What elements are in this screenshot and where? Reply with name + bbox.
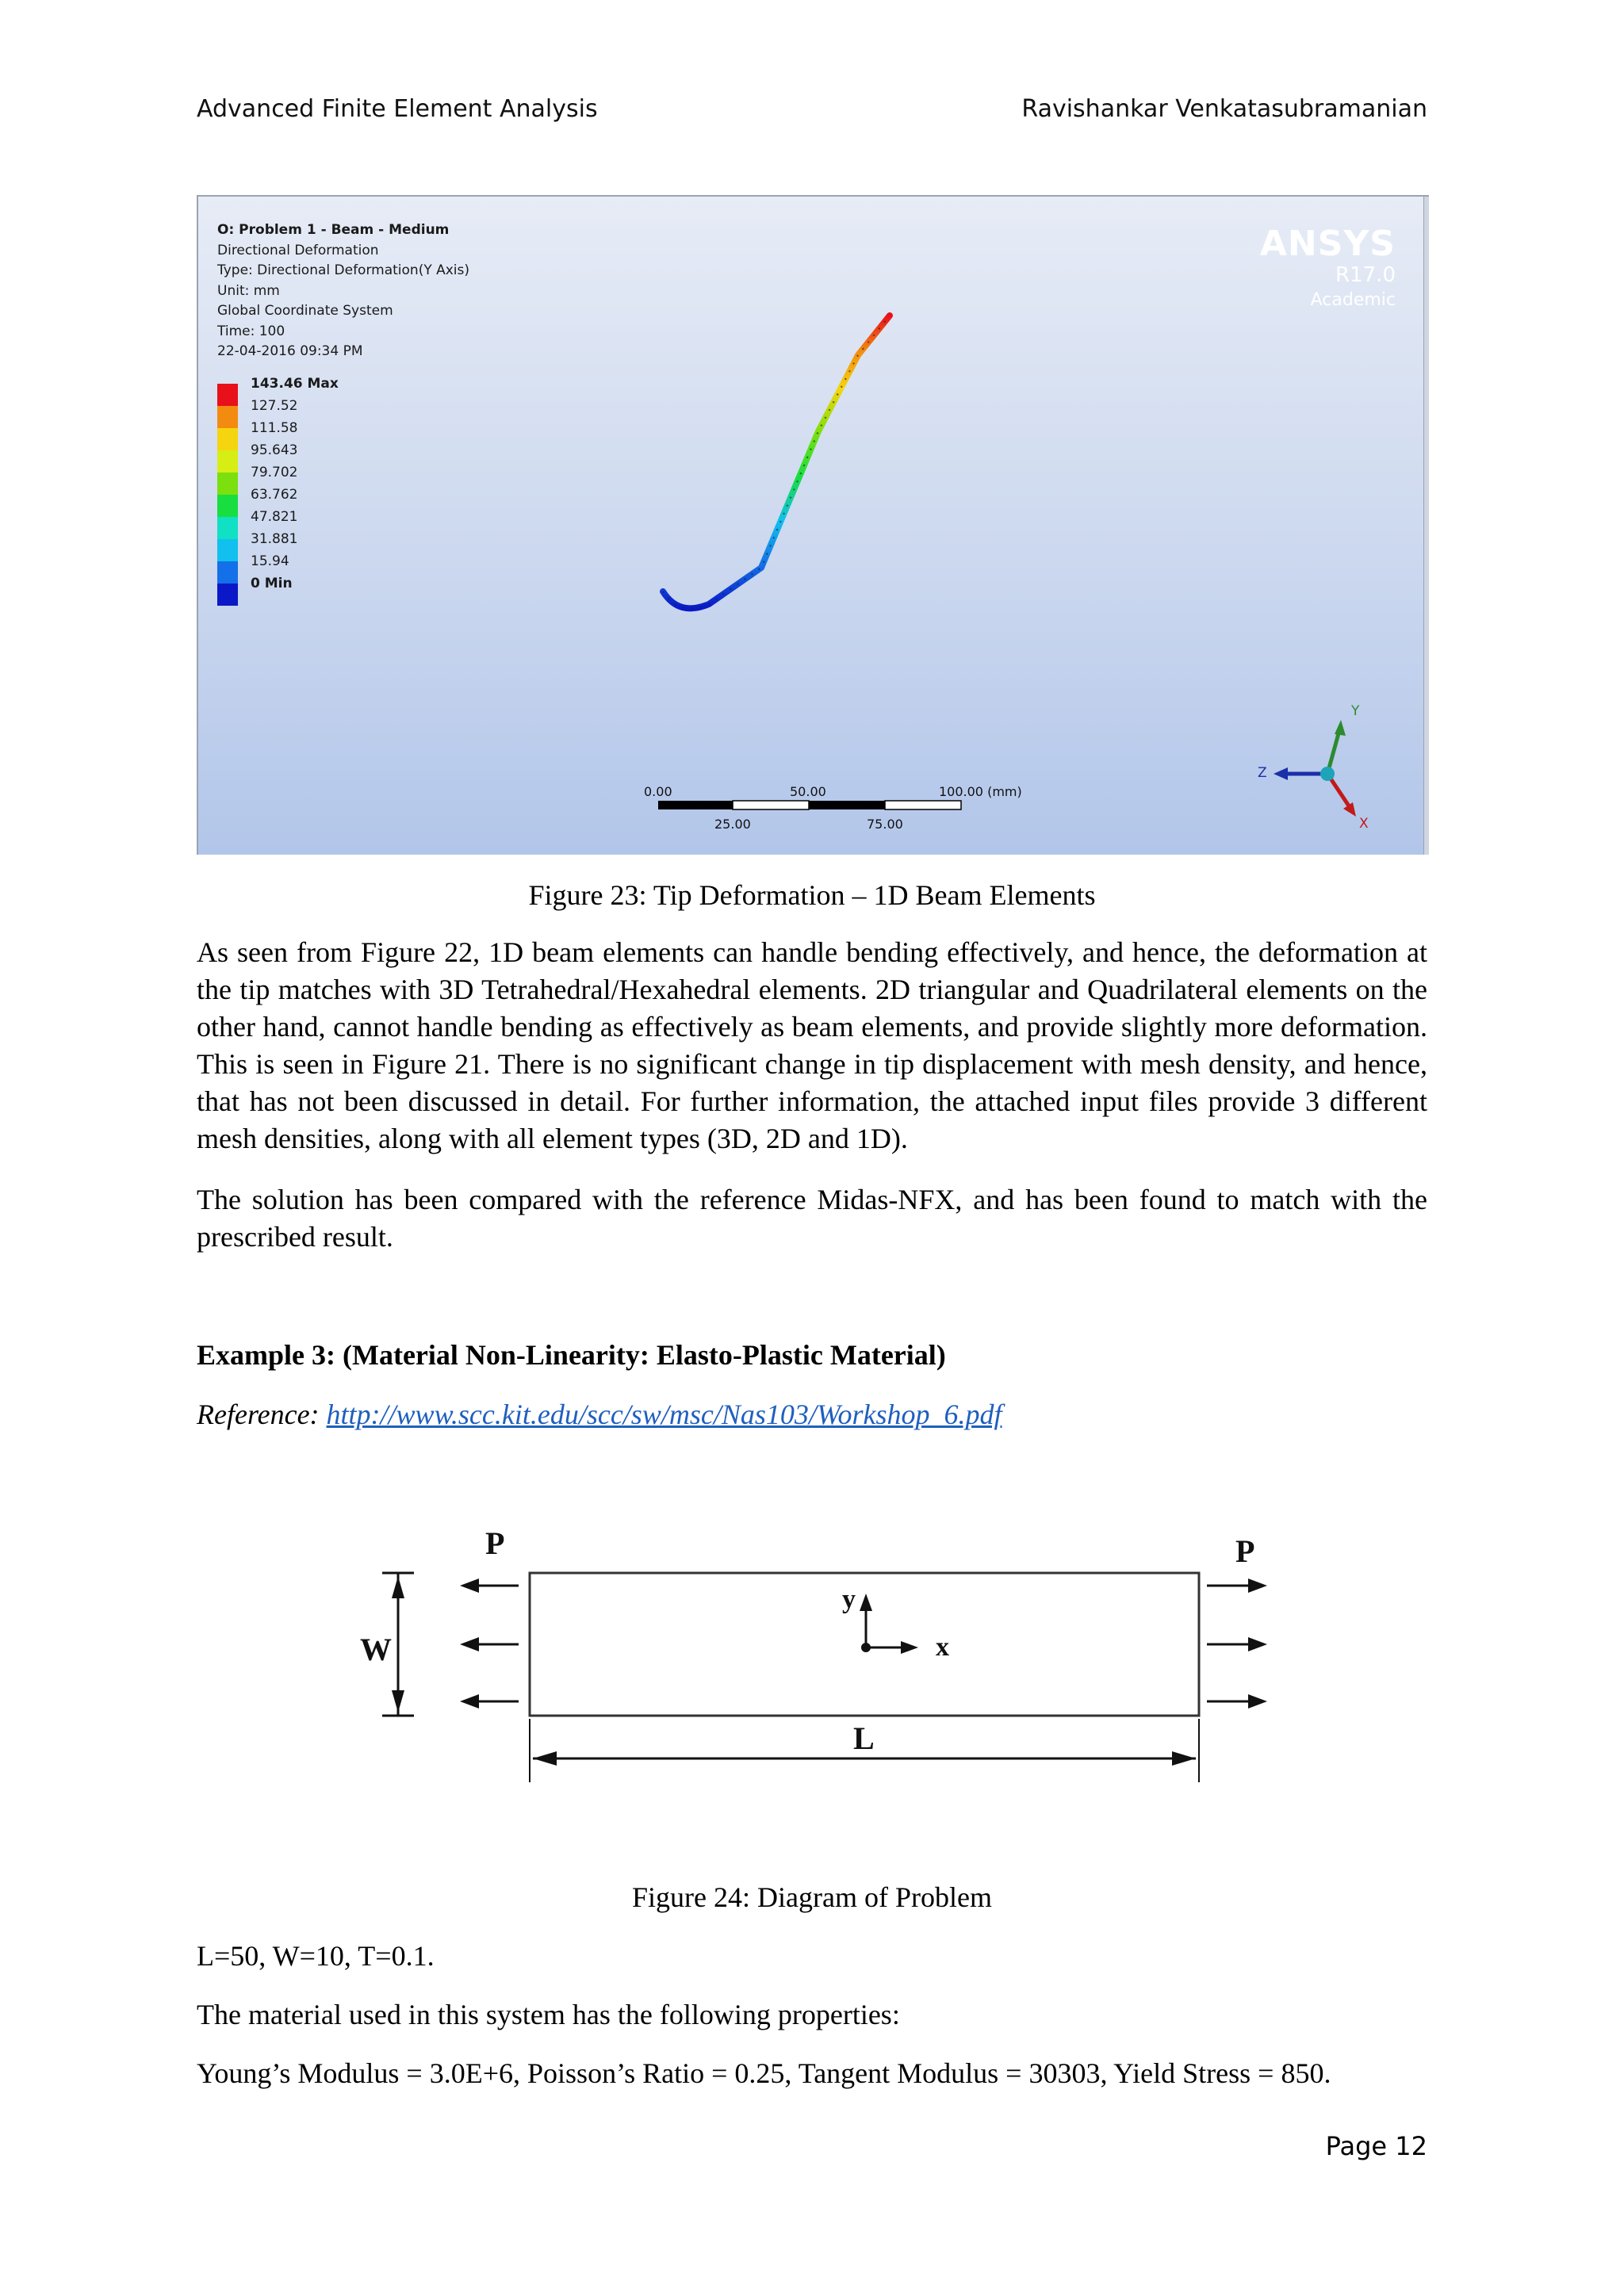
deformed-beam [663, 316, 890, 608]
scale-label: 75.00 [867, 817, 903, 832]
problem-diagram [349, 1506, 1300, 1808]
scale-label: 0.00 [644, 784, 672, 799]
load-label-right: P [1235, 1533, 1255, 1569]
info-line: Time: 100 [217, 323, 285, 339]
brand-name: ANSYS [1259, 224, 1396, 264]
legend-label: 79.702 [251, 465, 298, 480]
axis-label-x: x [936, 1632, 949, 1662]
viewport-graphics [198, 197, 1429, 855]
brand-version: R17.0 [1335, 263, 1396, 287]
scale-label: 100.00 (mm) [939, 784, 1022, 799]
legend-label: 143.46 Max [251, 376, 339, 392]
axis-label-y: y [842, 1585, 856, 1614]
legend-label: 95.643 [251, 442, 298, 458]
scale-label: 25.00 [714, 817, 751, 832]
width-label: W [360, 1632, 392, 1667]
left-load-arrows [460, 1578, 519, 1709]
reference-label: Reference: [197, 1399, 327, 1430]
body-paragraph: The solution has been compared with the reference Midas-NFX, and has been found to match with the prescribed result. [197, 1184, 1427, 1253]
info-line: O: Problem 1 - Beam - Medium [217, 222, 450, 238]
figure-caption: Figure 24: Diagram of Problem [632, 1881, 992, 1913]
ansys-result-figure [197, 195, 1429, 855]
coordinate-triad [1258, 703, 1369, 832]
page-number: Page 12 [1325, 2131, 1427, 2161]
legend-label: 63.762 [251, 487, 298, 503]
info-line: 22-04-2016 09:34 PM [217, 343, 363, 359]
legend-label: 47.821 [251, 509, 298, 525]
material-intro: The material used in this system has the following properties: [197, 1999, 900, 2030]
body-paragraph: As seen from Figure 22, 1D beam elements can handle bending effectively, and hence, the deformation at the tip matches with 3D Tetrahedral/Hexahedral elements. 2D triangular and Quadrilateral elements on the other hand, cannot handle bending as effectively as beam elements, and provide slightly more deformation. This is seen in Figure 21. There is no significant change in tip displacement with mesh density, and hence, that has not been discussed in detail. For further information, the attached input files provide 3 different mesh densities, along with all element types (3D, 2D and 1D). [197, 936, 1427, 1154]
info-line: Type: Directional Deformation(Y Axis) [217, 262, 470, 278]
info-line: Directional Deformation [217, 242, 379, 258]
axis-label-y: Y [1351, 703, 1360, 719]
info-line: Unit: mm [217, 282, 280, 299]
axis-label-z: Z [1258, 765, 1267, 781]
brand-edition: Academic [1310, 290, 1396, 310]
figure-caption: Figure 23: Tip Deformation – 1D Beam Elements [528, 879, 1096, 911]
legend-label: 31.881 [251, 531, 298, 547]
legend-label: 127.52 [251, 398, 298, 414]
reference-line [197, 1398, 1002, 1431]
legend-label: 111.58 [251, 420, 298, 436]
axis-label-x: X [1359, 816, 1369, 832]
load-label-left: P [485, 1525, 505, 1561]
legend-label: 15.94 [251, 553, 289, 569]
section-heading: Example 3: (Material Non-Linearity: Elasto-Plastic Material) [197, 1339, 946, 1371]
scale-bar [644, 784, 1022, 832]
reference-link[interactable]: http://www.scc.kit.edu/scc/sw/msc/Nas103/Workshop_6.pdf [326, 1399, 1002, 1430]
header-author: Ravishankar Venkatasubramanian [1021, 95, 1427, 123]
dimensions-line: L=50, W=10, T=0.1. [197, 1940, 435, 1972]
material-properties: Young’s Modulus = 3.0E+6, Poisson’s Ratio = 0.25, Tangent Modulus = 30303, Yield Stress = 850. [197, 2057, 1331, 2089]
legend-label: 0 Min [251, 576, 293, 591]
right-load-arrows [1207, 1578, 1267, 1709]
info-line: Global Coordinate System [217, 303, 393, 319]
scale-label: 50.00 [790, 784, 826, 799]
length-label: L [853, 1720, 875, 1756]
header-title: Advanced Finite Element Analysis [197, 95, 598, 123]
